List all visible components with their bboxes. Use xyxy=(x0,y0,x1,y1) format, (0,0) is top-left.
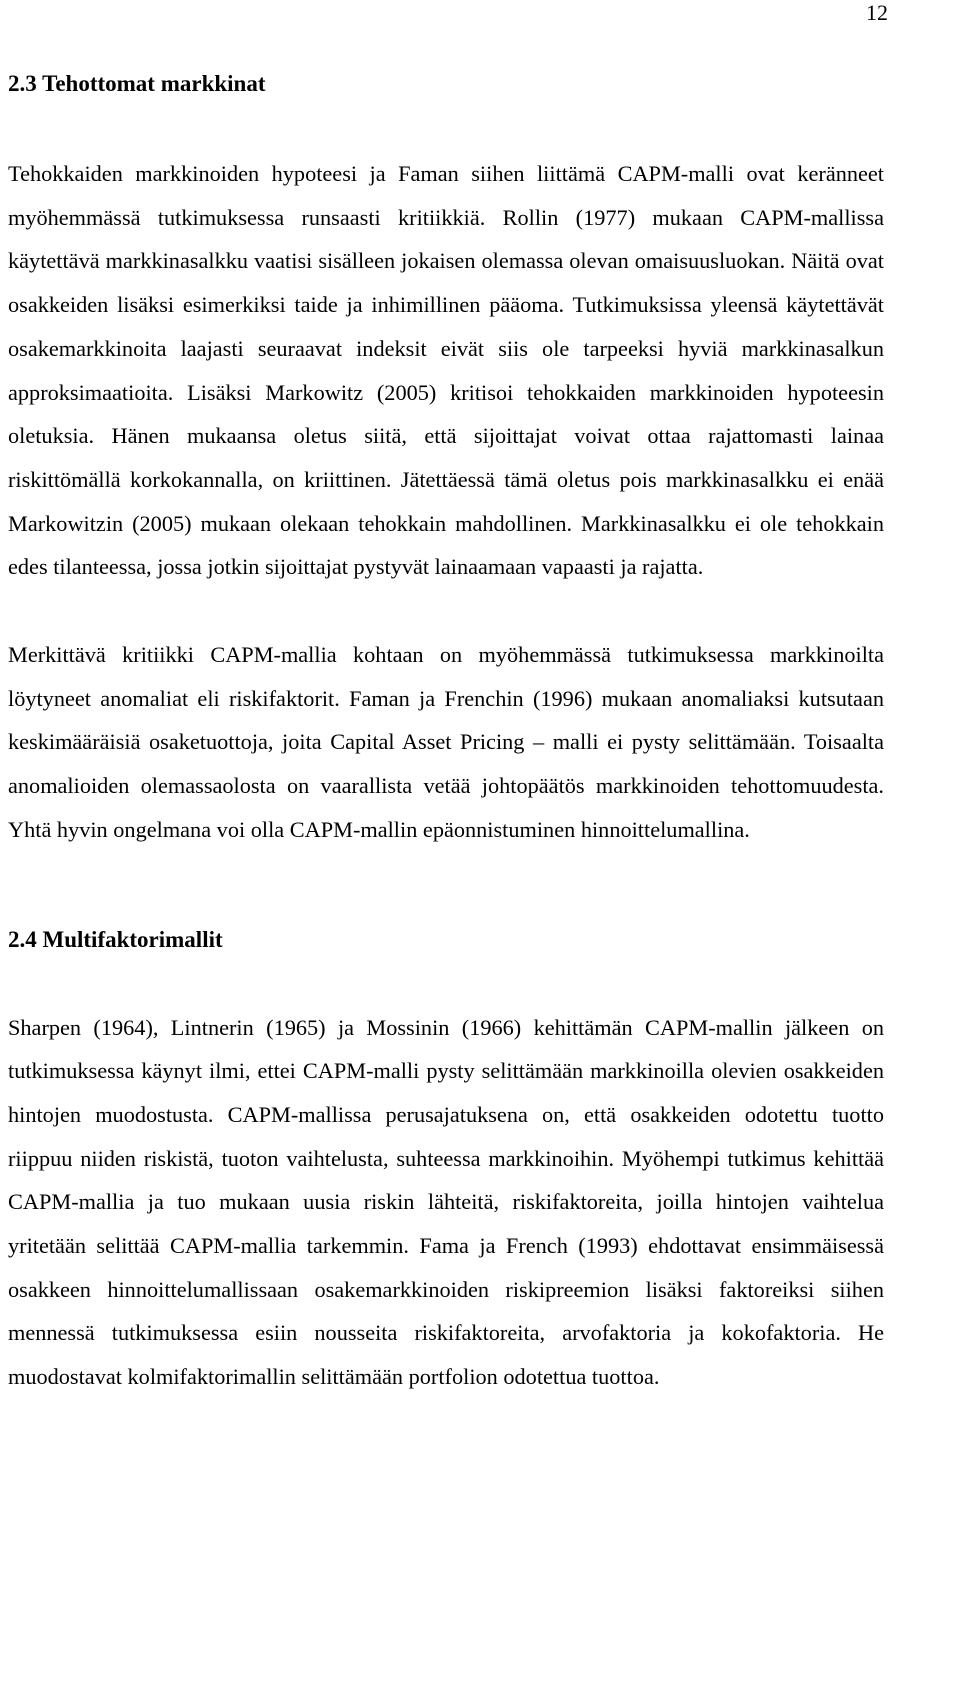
paragraph: Sharpen (1964), Lintnerin (1965) ja Mossinin (1966) kehittämän CAPM-mallin jälkeen on tutkimuksessa käynyt ilmi, ettei CAPM-malli pysty selittämään markkinoilla olevien osakkeiden hintojen muodostusta. CAPM-mallissa perusajatuksena on, että osakkeiden odotettu tuotto riippuu niiden riskistä, tuoton vaihtelusta, suhteessa markkinoihin. Myöhempi tutkimus kehittää CAPM-mallia ja tuo mukaan uusia riskin lähteitä, riskifaktoreita, joilla hintojen vaihtelua yritetään selittää CAPM-mallia tarkemmin. Fama ja French (1993) ehdottavat ensimmäisessä osakkeen hinnoittelumallissaan osakemarkkinoiden riskipreemion lisäksi faktoreiksi siihen mennessä tutkimuksessa esiin nousseita riskifaktoreita, arvofaktoria ja kokofaktoria. He muodostavat kolmifaktorimallin selittämään portfolion odotettua tuottoa. xyxy=(8,1014,884,1390)
section-multifaktorimallit xyxy=(8,920,884,1399)
section-heading: 2.4 Multifaktorimallit xyxy=(8,926,223,952)
paragraph: Tehokkaiden markkinoiden hypoteesi ja Faman siihen liittämä CAPM-malli ovat keränneet myöhemmässä tutkimuksessa runsaasti kritiikkiä. Rollin (1977) mukaan CAPM-mallissa käytettävä markkinasalkku vaatisi sisälleen jokaisen olemassa olevan omaisuusluokan. Näitä ovat osakkeiden lisäksi esimerkiksi taide ja inhimillinen pääoma. Tutkimuksissa yleensä käytettävät osakemarkkinoita laajasti seuraavat indeksit eivät siis ole tarpeeksi hyviä markkinasalkun approksimaatioita. Lisäksi Markowitz (2005) kritisoi tehokkaiden markkinoiden hypoteesin oletuksia. Hänen mukaansa oletus siitä, että sijoittajat voivat ottaa rajattomasti lainaa riskittömällä korkokannalla, on kriittinen. Jätettäessä tämä oletus pois markkinasalkku ei enää Markowitzin (2005) mukaan olekaan tehokkain mahdollinen. Markkinasalkku ei ole tehokkain edes tilanteessa, jossa jotkin sijoittajat pystyvät lainaamaan vapaasti ja rajatta. xyxy=(8,161,884,580)
paragraph: Merkittävä kritiikki CAPM-mallia kohtaan on myöhemmässä tutkimuksessa markkinoilta löytyneet anomaliat eli riskifaktorit. Faman ja Frenchin (1996) mukaan anomaliaksi kutsutaan keskimääräisiä osaketuottoja, joita Capital Asset Pricing – malli ei pysty selittämään. Toisaalta anomalioiden olemassaolosta on vaarallista vetää johtopäätös markkinoiden tehottomuudesta. Yhtä hyvin ongelmana voi olla CAPM-mallin epäonnistuminen hinnoittelumallina. xyxy=(8,642,884,842)
section-tehottomat-markkinat xyxy=(8,64,884,852)
document-body xyxy=(8,64,884,1399)
page-number: 12 xyxy=(866,0,888,25)
section-heading: 2.3 Tehottomat markkinat xyxy=(8,71,266,96)
